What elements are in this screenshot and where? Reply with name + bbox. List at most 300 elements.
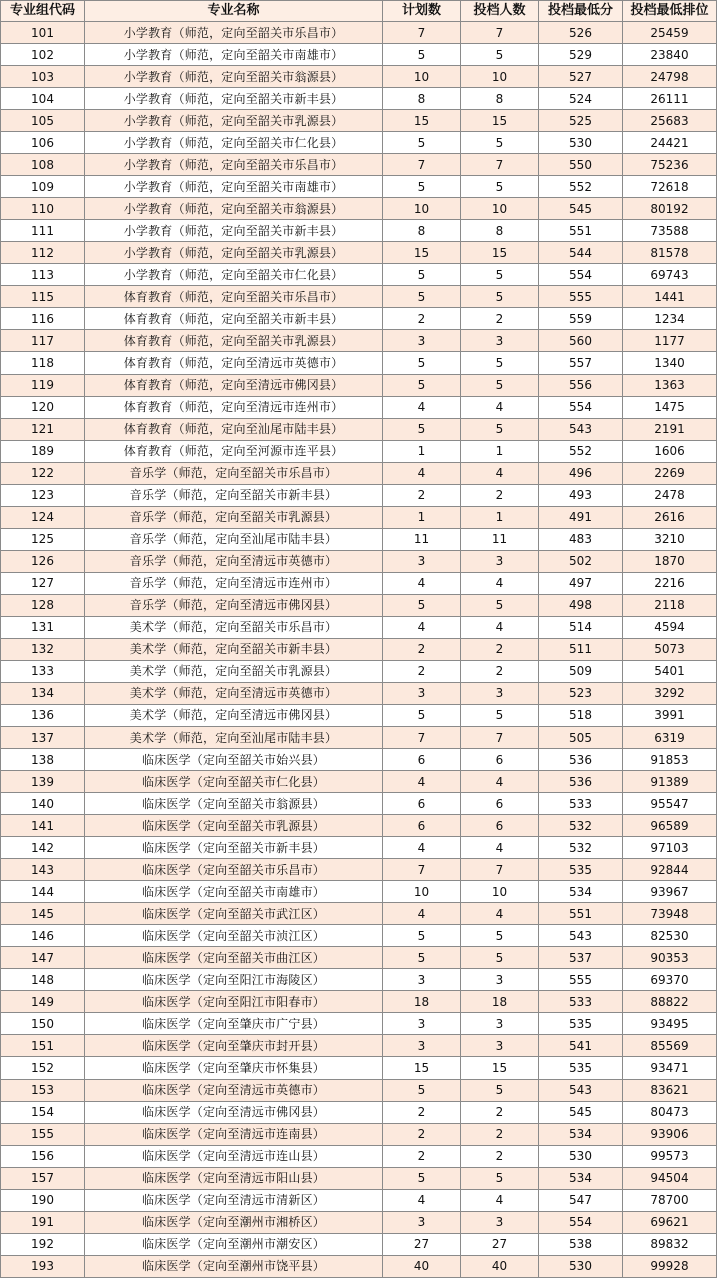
min-rank-cell: 2191 xyxy=(623,418,717,440)
group-code-cell: 121 xyxy=(1,418,85,440)
plan-count-cell: 18 xyxy=(383,991,461,1013)
table-row xyxy=(1,594,717,616)
min-score-cell: 509 xyxy=(539,660,623,682)
admitted-count-cell: 15 xyxy=(461,242,539,264)
admitted-count-cell: 8 xyxy=(461,88,539,110)
major-name-cell: 临床医学（定向至潮州市潮安区） xyxy=(85,1233,383,1255)
major-name-cell: 体育教育（师范，定向至河源市连平县） xyxy=(85,440,383,462)
major-name-cell: 体育教育（师范，定向至清远市英德市） xyxy=(85,352,383,374)
min-rank-cell: 4594 xyxy=(623,616,717,638)
plan-count-cell: 3 xyxy=(383,330,461,352)
major-name-cell: 临床医学（定向至肇庆市广宁县） xyxy=(85,1013,383,1035)
admitted-count-cell: 5 xyxy=(461,418,539,440)
major-name-cell: 临床医学（定向至肇庆市封开县） xyxy=(85,1035,383,1057)
min-rank-cell: 3991 xyxy=(623,704,717,726)
group-code-cell: 112 xyxy=(1,242,85,264)
header-group-code: 专业组代码 xyxy=(1,1,85,22)
min-rank-cell: 82530 xyxy=(623,925,717,947)
min-score-cell: 555 xyxy=(539,286,623,308)
plan-count-cell: 11 xyxy=(383,528,461,550)
group-code-cell: 104 xyxy=(1,88,85,110)
plan-count-cell: 27 xyxy=(383,1233,461,1255)
admitted-count-cell: 5 xyxy=(461,374,539,396)
min-score-cell: 541 xyxy=(539,1035,623,1057)
group-code-cell: 157 xyxy=(1,1167,85,1189)
table-row xyxy=(1,969,717,991)
admitted-count-cell: 40 xyxy=(461,1255,539,1277)
major-name-cell: 临床医学（定向至韶关市新丰县） xyxy=(85,837,383,859)
min-score-cell: 551 xyxy=(539,903,623,925)
plan-count-cell: 1 xyxy=(383,440,461,462)
plan-count-cell: 6 xyxy=(383,749,461,771)
major-name-cell: 音乐学（师范，定向至清远市英德市） xyxy=(85,550,383,572)
table-row xyxy=(1,616,717,638)
table-row xyxy=(1,660,717,682)
major-name-cell: 临床医学（定向至肇庆市怀集县） xyxy=(85,1057,383,1079)
group-code-cell: 102 xyxy=(1,44,85,66)
min-score-cell: 534 xyxy=(539,881,623,903)
major-name-cell: 临床医学（定向至阳江市海陵区） xyxy=(85,969,383,991)
group-code-cell: 131 xyxy=(1,616,85,638)
min-rank-cell: 90353 xyxy=(623,947,717,969)
min-score-cell: 530 xyxy=(539,132,623,154)
plan-count-cell: 5 xyxy=(383,594,461,616)
min-score-cell: 538 xyxy=(539,1233,623,1255)
plan-count-cell: 5 xyxy=(383,947,461,969)
min-rank-cell: 1606 xyxy=(623,440,717,462)
admitted-count-cell: 4 xyxy=(461,396,539,418)
major-name-cell: 体育教育（师范，定向至清远市佛冈县） xyxy=(85,374,383,396)
min-score-cell: 543 xyxy=(539,925,623,947)
major-name-cell: 体育教育（师范，定向至韶关市乳源县） xyxy=(85,330,383,352)
admitted-count-cell: 15 xyxy=(461,1057,539,1079)
min-score-cell: 526 xyxy=(539,22,623,44)
admitted-count-cell: 3 xyxy=(461,550,539,572)
admitted-count-cell: 5 xyxy=(461,286,539,308)
group-code-cell: 128 xyxy=(1,594,85,616)
min-rank-cell: 93906 xyxy=(623,1123,717,1145)
major-name-cell: 临床医学（定向至清远市英德市） xyxy=(85,1079,383,1101)
min-score-cell: 534 xyxy=(539,1123,623,1145)
table-row xyxy=(1,925,717,947)
table-row xyxy=(1,859,717,881)
group-code-cell: 192 xyxy=(1,1233,85,1255)
min-rank-cell: 85569 xyxy=(623,1035,717,1057)
table-row xyxy=(1,396,717,418)
min-score-cell: 557 xyxy=(539,352,623,374)
group-code-cell: 117 xyxy=(1,330,85,352)
plan-count-cell: 2 xyxy=(383,308,461,330)
major-name-cell: 美术学（师范，定向至汕尾市陆丰县） xyxy=(85,727,383,749)
admitted-count-cell: 6 xyxy=(461,793,539,815)
min-score-cell: 535 xyxy=(539,859,623,881)
table-row xyxy=(1,1255,717,1277)
min-score-cell: 491 xyxy=(539,506,623,528)
min-rank-cell: 1234 xyxy=(623,308,717,330)
min-score-cell: 534 xyxy=(539,1167,623,1189)
min-rank-cell: 2269 xyxy=(623,462,717,484)
major-name-cell: 临床医学（定向至潮州市湘桥区） xyxy=(85,1211,383,1233)
group-code-cell: 154 xyxy=(1,1101,85,1123)
admitted-count-cell: 2 xyxy=(461,484,539,506)
group-code-cell: 148 xyxy=(1,969,85,991)
table-row xyxy=(1,132,717,154)
major-name-cell: 小学教育（师范，定向至韶关市南雄市） xyxy=(85,44,383,66)
table-row xyxy=(1,638,717,660)
table-row xyxy=(1,1013,717,1035)
admitted-count-cell: 5 xyxy=(461,1167,539,1189)
min-rank-cell: 69370 xyxy=(623,969,717,991)
plan-count-cell: 4 xyxy=(383,903,461,925)
major-name-cell: 小学教育（师范，定向至韶关市乐昌市） xyxy=(85,154,383,176)
plan-count-cell: 5 xyxy=(383,264,461,286)
header-admitted-count: 投档人数 xyxy=(461,1,539,22)
major-name-cell: 体育教育（师范，定向至韶关市新丰县） xyxy=(85,308,383,330)
plan-count-cell: 4 xyxy=(383,771,461,793)
major-name-cell: 临床医学（定向至韶关市乐昌市） xyxy=(85,859,383,881)
table-row xyxy=(1,1167,717,1189)
admitted-count-cell: 27 xyxy=(461,1233,539,1255)
min-rank-cell: 2118 xyxy=(623,594,717,616)
group-code-cell: 191 xyxy=(1,1211,85,1233)
plan-count-cell: 6 xyxy=(383,815,461,837)
admitted-count-cell: 10 xyxy=(461,881,539,903)
min-rank-cell: 2216 xyxy=(623,572,717,594)
min-score-cell: 535 xyxy=(539,1013,623,1035)
group-code-cell: 141 xyxy=(1,815,85,837)
min-score-cell: 555 xyxy=(539,969,623,991)
group-code-cell: 127 xyxy=(1,572,85,594)
major-name-cell: 临床医学（定向至清远市佛冈县） xyxy=(85,1101,383,1123)
major-name-cell: 临床医学（定向至韶关市翁源县） xyxy=(85,793,383,815)
plan-count-cell: 5 xyxy=(383,352,461,374)
min-score-cell: 514 xyxy=(539,616,623,638)
min-score-cell: 511 xyxy=(539,638,623,660)
admitted-count-cell: 7 xyxy=(461,727,539,749)
table-row xyxy=(1,1057,717,1079)
admitted-count-cell: 10 xyxy=(461,66,539,88)
min-rank-cell: 75236 xyxy=(623,154,717,176)
group-code-cell: 190 xyxy=(1,1189,85,1211)
plan-count-cell: 3 xyxy=(383,969,461,991)
plan-count-cell: 10 xyxy=(383,881,461,903)
admitted-count-cell: 2 xyxy=(461,1101,539,1123)
min-score-cell: 550 xyxy=(539,154,623,176)
table-row xyxy=(1,947,717,969)
min-rank-cell: 95547 xyxy=(623,793,717,815)
major-name-cell: 美术学（师范，定向至清远市英德市） xyxy=(85,682,383,704)
min-rank-cell: 97103 xyxy=(623,837,717,859)
plan-count-cell: 2 xyxy=(383,1145,461,1167)
group-code-cell: 138 xyxy=(1,749,85,771)
min-score-cell: 496 xyxy=(539,462,623,484)
min-rank-cell: 96589 xyxy=(623,815,717,837)
min-score-cell: 525 xyxy=(539,110,623,132)
plan-count-cell: 2 xyxy=(383,638,461,660)
major-name-cell: 音乐学（师范，定向至韶关市乐昌市） xyxy=(85,462,383,484)
group-code-cell: 123 xyxy=(1,484,85,506)
min-score-cell: 552 xyxy=(539,440,623,462)
min-score-cell: 536 xyxy=(539,771,623,793)
admitted-count-cell: 15 xyxy=(461,110,539,132)
admitted-count-cell: 5 xyxy=(461,704,539,726)
min-score-cell: 559 xyxy=(539,308,623,330)
plan-count-cell: 5 xyxy=(383,44,461,66)
table-row xyxy=(1,1079,717,1101)
min-rank-cell: 88822 xyxy=(623,991,717,1013)
min-rank-cell: 80473 xyxy=(623,1101,717,1123)
min-score-cell: 554 xyxy=(539,1211,623,1233)
major-name-cell: 临床医学（定向至韶关市曲江区） xyxy=(85,947,383,969)
min-rank-cell: 5401 xyxy=(623,660,717,682)
min-score-cell: 543 xyxy=(539,418,623,440)
table-row xyxy=(1,374,717,396)
plan-count-cell: 5 xyxy=(383,1079,461,1101)
major-name-cell: 小学教育（师范，定向至韶关市翁源县） xyxy=(85,198,383,220)
min-rank-cell: 1441 xyxy=(623,286,717,308)
min-score-cell: 502 xyxy=(539,550,623,572)
group-code-cell: 153 xyxy=(1,1079,85,1101)
table-row xyxy=(1,462,717,484)
admitted-count-cell: 2 xyxy=(461,1123,539,1145)
admitted-count-cell: 4 xyxy=(461,1189,539,1211)
min-rank-cell: 5073 xyxy=(623,638,717,660)
group-code-cell: 134 xyxy=(1,682,85,704)
admitted-count-cell: 5 xyxy=(461,352,539,374)
table-row xyxy=(1,572,717,594)
min-score-cell: 547 xyxy=(539,1189,623,1211)
plan-count-cell: 3 xyxy=(383,682,461,704)
table-row xyxy=(1,727,717,749)
group-code-cell: 137 xyxy=(1,727,85,749)
group-code-cell: 120 xyxy=(1,396,85,418)
table-row xyxy=(1,771,717,793)
major-name-cell: 临床医学（定向至清远市连山县） xyxy=(85,1145,383,1167)
admitted-count-cell: 7 xyxy=(461,859,539,881)
admitted-count-cell: 4 xyxy=(461,572,539,594)
admitted-count-cell: 1 xyxy=(461,506,539,528)
min-rank-cell: 91389 xyxy=(623,771,717,793)
major-name-cell: 体育教育（师范，定向至韶关市乐昌市） xyxy=(85,286,383,308)
major-name-cell: 体育教育（师范，定向至清远市连州市） xyxy=(85,396,383,418)
min-score-cell: 524 xyxy=(539,88,623,110)
admitted-count-cell: 3 xyxy=(461,1035,539,1057)
table-row xyxy=(1,418,717,440)
group-code-cell: 133 xyxy=(1,660,85,682)
admitted-count-cell: 5 xyxy=(461,132,539,154)
admitted-count-cell: 3 xyxy=(461,1211,539,1233)
major-name-cell: 临床医学（定向至阳江市阳春市） xyxy=(85,991,383,1013)
min-rank-cell: 78700 xyxy=(623,1189,717,1211)
admitted-count-cell: 3 xyxy=(461,682,539,704)
major-name-cell: 体育教育（师范，定向至汕尾市陆丰县） xyxy=(85,418,383,440)
group-code-cell: 140 xyxy=(1,793,85,815)
table-header xyxy=(1,1,717,22)
table-row xyxy=(1,110,717,132)
min-score-cell: 527 xyxy=(539,66,623,88)
table-row xyxy=(1,1211,717,1233)
min-score-cell: 560 xyxy=(539,330,623,352)
table-row xyxy=(1,352,717,374)
admitted-count-cell: 18 xyxy=(461,991,539,1013)
admitted-count-cell: 4 xyxy=(461,903,539,925)
plan-count-cell: 3 xyxy=(383,1035,461,1057)
min-rank-cell: 73948 xyxy=(623,903,717,925)
plan-count-cell: 6 xyxy=(383,793,461,815)
table-row xyxy=(1,154,717,176)
plan-count-cell: 15 xyxy=(383,110,461,132)
plan-count-cell: 4 xyxy=(383,837,461,859)
plan-count-cell: 5 xyxy=(383,704,461,726)
group-code-cell: 118 xyxy=(1,352,85,374)
major-name-cell: 临床医学（定向至韶关市武江区） xyxy=(85,903,383,925)
min-rank-cell: 73588 xyxy=(623,220,717,242)
table-row xyxy=(1,793,717,815)
min-score-cell: 532 xyxy=(539,837,623,859)
min-rank-cell: 93471 xyxy=(623,1057,717,1079)
group-code-cell: 116 xyxy=(1,308,85,330)
min-score-cell: 497 xyxy=(539,572,623,594)
min-rank-cell: 3210 xyxy=(623,528,717,550)
plan-count-cell: 8 xyxy=(383,220,461,242)
min-score-cell: 529 xyxy=(539,44,623,66)
major-name-cell: 音乐学（师范，定向至韶关市乳源县） xyxy=(85,506,383,528)
major-name-cell: 小学教育（师范，定向至韶关市新丰县） xyxy=(85,220,383,242)
plan-count-cell: 10 xyxy=(383,66,461,88)
min-rank-cell: 93967 xyxy=(623,881,717,903)
plan-count-cell: 4 xyxy=(383,572,461,594)
major-name-cell: 小学教育（师范，定向至韶关市乐昌市） xyxy=(85,22,383,44)
admitted-count-cell: 5 xyxy=(461,947,539,969)
plan-count-cell: 5 xyxy=(383,374,461,396)
min-rank-cell: 3292 xyxy=(623,682,717,704)
plan-count-cell: 2 xyxy=(383,1123,461,1145)
min-rank-cell: 81578 xyxy=(623,242,717,264)
major-name-cell: 小学教育（师范，定向至韶关市仁化县） xyxy=(85,132,383,154)
table-row xyxy=(1,484,717,506)
plan-count-cell: 5 xyxy=(383,1167,461,1189)
min-rank-cell: 92844 xyxy=(623,859,717,881)
admitted-count-cell: 4 xyxy=(461,616,539,638)
major-name-cell: 临床医学（定向至韶关市南雄市） xyxy=(85,881,383,903)
table-row xyxy=(1,682,717,704)
min-score-cell: 545 xyxy=(539,1101,623,1123)
plan-count-cell: 8 xyxy=(383,88,461,110)
plan-count-cell: 5 xyxy=(383,176,461,198)
min-score-cell: 518 xyxy=(539,704,623,726)
plan-count-cell: 5 xyxy=(383,132,461,154)
table-row xyxy=(1,242,717,264)
major-name-cell: 小学教育（师范，定向至韶关市翁源县） xyxy=(85,66,383,88)
major-name-cell: 美术学（师范，定向至韶关市乐昌市） xyxy=(85,616,383,638)
table-row xyxy=(1,881,717,903)
min-rank-cell: 23840 xyxy=(623,44,717,66)
major-name-cell: 小学教育（师范，定向至韶关市新丰县） xyxy=(85,88,383,110)
min-rank-cell: 94504 xyxy=(623,1167,717,1189)
plan-count-cell: 3 xyxy=(383,1211,461,1233)
min-rank-cell: 24798 xyxy=(623,66,717,88)
admitted-count-cell: 8 xyxy=(461,220,539,242)
min-rank-cell: 1340 xyxy=(623,352,717,374)
admitted-count-cell: 5 xyxy=(461,44,539,66)
group-code-cell: 113 xyxy=(1,264,85,286)
table-row xyxy=(1,330,717,352)
major-name-cell: 临床医学（定向至韶关市始兴县） xyxy=(85,749,383,771)
min-rank-cell: 1177 xyxy=(623,330,717,352)
table-row xyxy=(1,1101,717,1123)
plan-count-cell: 3 xyxy=(383,1013,461,1035)
admitted-count-cell: 1 xyxy=(461,440,539,462)
table-row xyxy=(1,264,717,286)
group-code-cell: 103 xyxy=(1,66,85,88)
min-score-cell: 505 xyxy=(539,727,623,749)
min-score-cell: 536 xyxy=(539,749,623,771)
min-rank-cell: 69621 xyxy=(623,1211,717,1233)
table-row xyxy=(1,1123,717,1145)
plan-count-cell: 15 xyxy=(383,242,461,264)
admitted-count-cell: 7 xyxy=(461,22,539,44)
table-row xyxy=(1,550,717,572)
group-code-cell: 147 xyxy=(1,947,85,969)
major-name-cell: 临床医学（定向至清远市连南县） xyxy=(85,1123,383,1145)
admitted-count-cell: 5 xyxy=(461,594,539,616)
min-rank-cell: 26111 xyxy=(623,88,717,110)
group-code-cell: 151 xyxy=(1,1035,85,1057)
plan-count-cell: 4 xyxy=(383,462,461,484)
group-code-cell: 109 xyxy=(1,176,85,198)
plan-count-cell: 7 xyxy=(383,727,461,749)
major-name-cell: 音乐学（师范，定向至清远市连州市） xyxy=(85,572,383,594)
table-row xyxy=(1,1233,717,1255)
min-rank-cell: 1870 xyxy=(623,550,717,572)
admitted-count-cell: 2 xyxy=(461,1145,539,1167)
admitted-count-cell: 5 xyxy=(461,1079,539,1101)
min-score-cell: 530 xyxy=(539,1145,623,1167)
plan-count-cell: 5 xyxy=(383,286,461,308)
table-row xyxy=(1,749,717,771)
group-code-cell: 146 xyxy=(1,925,85,947)
table-row xyxy=(1,440,717,462)
plan-count-cell: 10 xyxy=(383,198,461,220)
plan-count-cell: 5 xyxy=(383,925,461,947)
min-score-cell: 535 xyxy=(539,1057,623,1079)
min-score-cell: 552 xyxy=(539,176,623,198)
admitted-count-cell: 5 xyxy=(461,264,539,286)
min-score-cell: 533 xyxy=(539,793,623,815)
group-code-cell: 143 xyxy=(1,859,85,881)
plan-count-cell: 3 xyxy=(383,550,461,572)
admitted-count-cell: 5 xyxy=(461,176,539,198)
min-score-cell: 530 xyxy=(539,1255,623,1277)
table-row xyxy=(1,88,717,110)
table-row xyxy=(1,1189,717,1211)
min-rank-cell: 89832 xyxy=(623,1233,717,1255)
table-row xyxy=(1,198,717,220)
table-row xyxy=(1,176,717,198)
major-name-cell: 美术学（师范，定向至清远市佛冈县） xyxy=(85,704,383,726)
major-name-cell: 临床医学（定向至韶关市仁化县） xyxy=(85,771,383,793)
min-rank-cell: 83621 xyxy=(623,1079,717,1101)
major-name-cell: 音乐学（师范，定向至清远市佛冈县） xyxy=(85,594,383,616)
major-name-cell: 小学教育（师范，定向至韶关市仁化县） xyxy=(85,264,383,286)
group-code-cell: 139 xyxy=(1,771,85,793)
group-code-cell: 136 xyxy=(1,704,85,726)
admitted-count-cell: 4 xyxy=(461,771,539,793)
plan-count-cell: 15 xyxy=(383,1057,461,1079)
group-code-cell: 122 xyxy=(1,462,85,484)
admitted-count-cell: 10 xyxy=(461,198,539,220)
admitted-count-cell: 6 xyxy=(461,749,539,771)
